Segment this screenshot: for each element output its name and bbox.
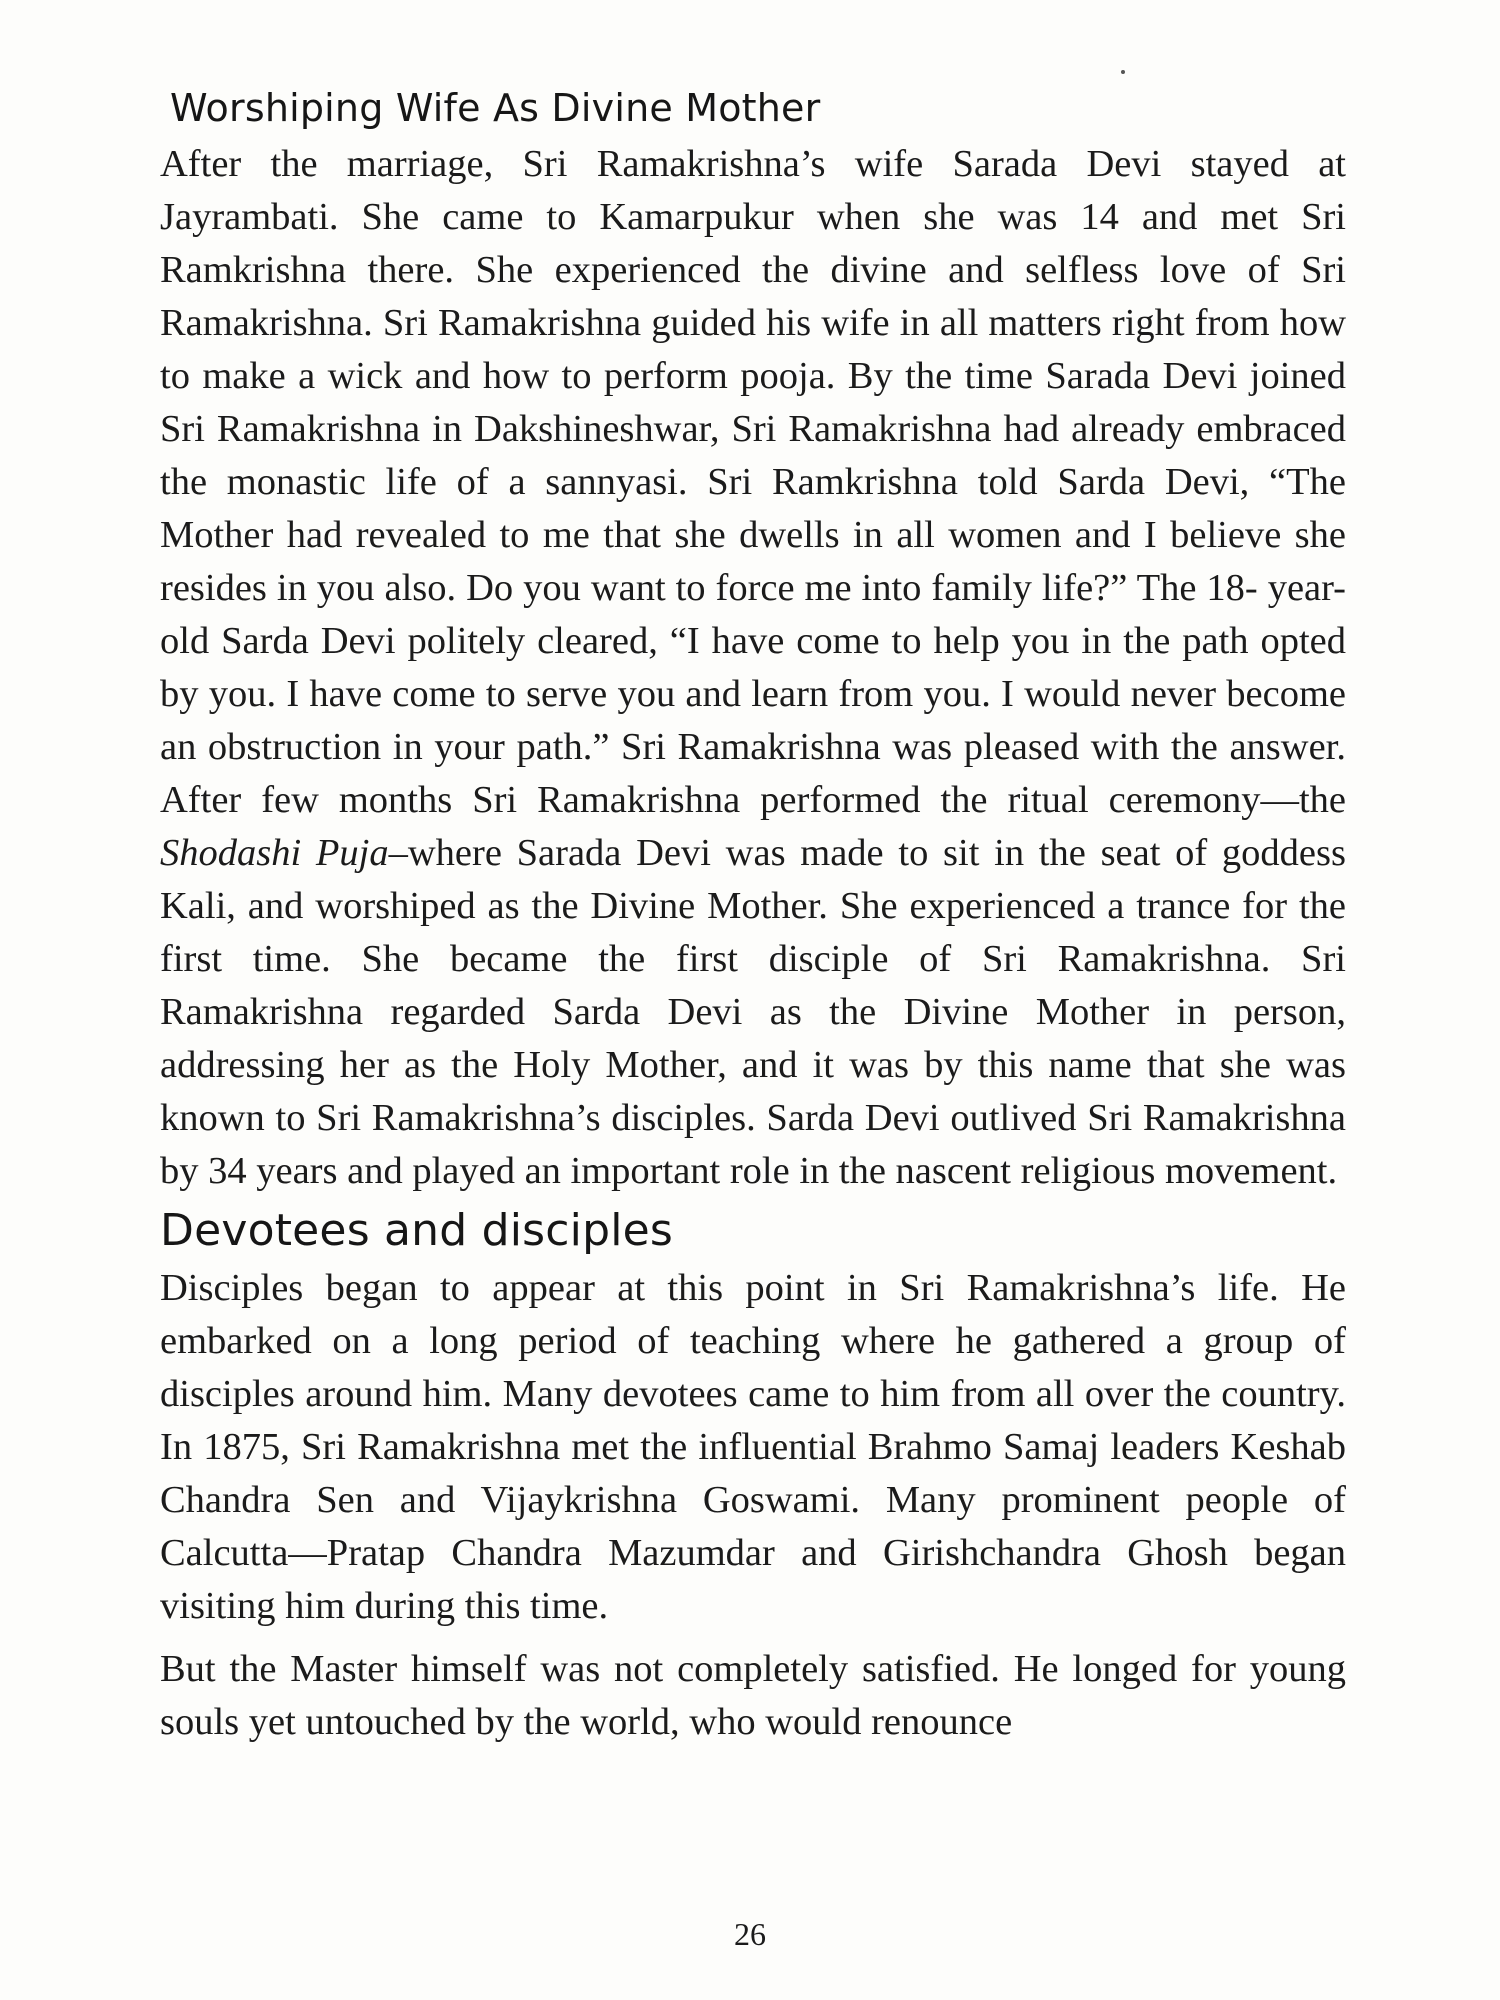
section-heading-worshiping-wife: Worshiping Wife As Divine Mother xyxy=(170,86,821,130)
paragraph-text-part-1: After the marriage, Sri Ramakrishna’s wife Sarada Devi stayed at Jayrambati. She came to Kamarpukur when she was 14 and met Sri Ramkrishna there. She experienced the divine and selfless love of Sri Ramakrishna. Sri Ramakrishna guided his wife in all matters right from how to make a wick and how to perform pooja. By the time Sarada Devi joined Sri Ramakrishna in Dakshineshwar, Sri Ramakrishna had already embraced the monastic life of a sannyasi. Sri Ramkrishna told Sarda Devi, “The Mother had revealed to me that she dwells in all women and I believe she resides in you also. Do you want to force me into family life?” The 18- year- old Sarda Devi politely cleared, “I have come to help you in the path opted by you. I have come to serve you and learn from you. I would never become an obstruction in your path.” Sri Ramakrishna was pleased with the answer. After few months Sri Ramakrishna performed the ritual ceremony—the xyxy=(160,143,1346,821)
paragraph-disciples-appear: Disciples began to appear at this point in Sri Ramakrishna’s life. He embarked on a long period of teaching where he gathered a group of disciples around him. Many devotees came to him from all over the country. In 1875, Sri Ramakrishna met the influential Brahmo Samaj leaders Keshab Chandra Sen and Vijaykrishna Goswami. Many prominent people of Calcutta—Pratap Chandra Mazumdar and Girishchandra Ghosh began visiting him during this time. xyxy=(160,1267,1346,1627)
paragraph-sarada-devi xyxy=(160,138,1346,1198)
paragraph-text-part-2: –where Sarada Devi was made to sit in the seat of goddess Kali, and worshiped as the Divine Mother. She experienced a trance for the first time. She became the first disciple of Sri Ramakrishna. Sri Ramakrishna regarded Sarda Devi as the Divine Mother in person, addressing her as the Holy Mother, and it was by this name that she was known to Sri Ramakrishna’s disciples. Sarda Devi outlived Sri Ramakrishna by 34 years and played an important role in the nascent religious movement. xyxy=(160,832,1346,1192)
paragraph-master-not-satisfied: But the Master himself was not completely satisfied. He longed for young souls yet untouched by the world, who would renounce xyxy=(160,1648,1346,1743)
print-speck xyxy=(1121,70,1125,74)
text-column xyxy=(160,78,1346,1749)
page-number: 26 xyxy=(734,1916,766,1952)
italic-term-shodashi-puja: Shodashi Puja xyxy=(160,832,389,874)
section-heading-devotees-and-disciples: Devotees and disciples xyxy=(160,1205,674,1256)
